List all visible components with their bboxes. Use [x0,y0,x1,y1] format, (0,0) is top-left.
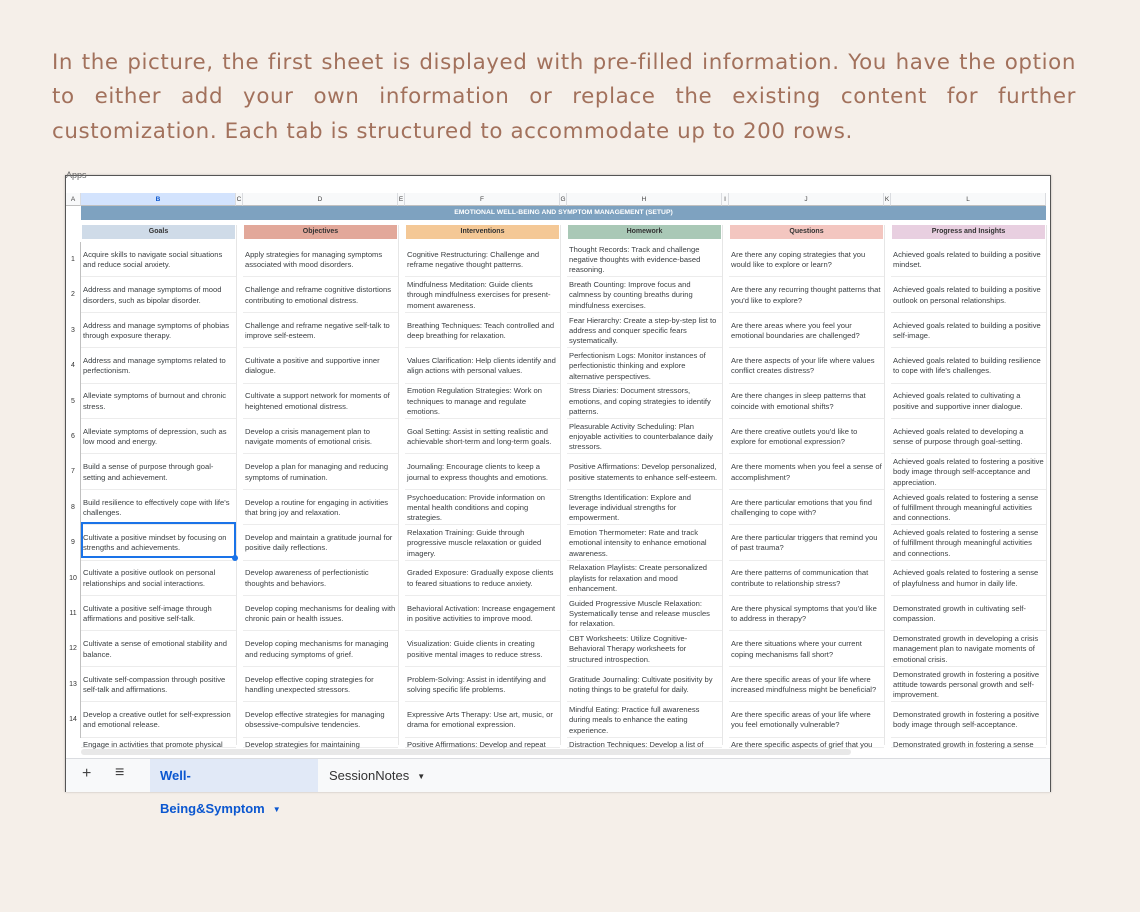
table-cell[interactable]: Are there situations where your current coping mechanisms fall short? [729,631,884,666]
table-cell[interactable]: Cultivate a positive outlook on personal relationships and social interactions. [81,561,236,596]
table-cell[interactable]: Develop a crisis management plan to navigate moments of emotional crisis. [243,419,398,454]
table-cell[interactable]: Cultivate a support network for moments of heightened emotional distress. [243,384,398,419]
table-cell[interactable]: Demonstrated growth in cultivating self-compassion. [891,596,1046,631]
table-cell[interactable]: Emotion Regulation Strategies: Work on techniques to manage and regulate emotions. [405,384,560,419]
table-cell[interactable]: Visualization: Guide clients in creating positive mental images to reduce stress. [405,631,560,666]
row-number[interactable]: 12 [66,631,81,666]
table-cell[interactable]: Develop effective strategies for managing obsessive-compulsive tendencies. [243,702,398,737]
row-number[interactable]: 14 [66,702,81,737]
column-header-k[interactable]: K [884,193,891,206]
table-cell[interactable]: Journaling: Encourage clients to keep a journal to express thoughts and emotions. [405,454,560,489]
table-cell[interactable]: Develop effective coping strategies for handling unexpected stressors. [243,667,398,702]
table-cell[interactable]: Are there aspects of your life where values conflict creates distress? [729,348,884,383]
table-cell[interactable]: Achieved goals related to building a positive self-image. [891,313,1046,348]
grid-line [236,225,237,745]
column-header-f[interactable]: F [405,193,560,206]
table-cell[interactable]: Develop a routine for engaging in activities that bring joy and relaxation. [243,490,398,525]
table-cell[interactable]: Are there patterns of communication that contribute to relationship stress? [729,561,884,596]
table-cell[interactable]: Values Clarification: Help clients identify and align actions with personal values. [405,348,560,383]
table-cell[interactable]: Achieved goals related to fostering a sense of playfulness and humor in daily life. [891,561,1046,596]
table-cell[interactable]: Gratitude Journaling: Cultivate positivity by noting things to be grateful for daily. [567,667,722,702]
table-cell[interactable]: Demonstrated growth in fostering a sense [891,738,1046,748]
table-cell[interactable]: Positive Affirmations: Develop personalized, positive statements to enhance self-esteem. [567,454,722,489]
column-header-l[interactable]: L [891,193,1046,206]
table-cell[interactable]: Are there specific areas of your life where increased mindfulness might be beneficial? [729,667,884,702]
row-number[interactable]: 4 [66,348,81,383]
table-cell[interactable]: Goal Setting: Assist in setting realistic and achievable short-term and long-term goals. [405,419,560,454]
header-questions[interactable]: Questions [730,225,883,239]
table-cell[interactable]: Problem-Solving: Assist in identifying and solving specific life problems. [405,667,560,702]
table-cell[interactable]: Develop coping mechanisms for managing and reducing symptoms of grief. [243,631,398,666]
table-cell[interactable]: Challenge and reframe negative self-talk to improve self-esteem. [243,313,398,348]
table-cell[interactable]: Relaxation Playlists: Create personalized playlists for relaxation and mood enhancement. [567,561,722,596]
table-cell[interactable]: CBT Worksheets: Utilize Cognitive-Behavioral Therapy worksheets for structured introspection. [567,631,722,666]
header-homework[interactable]: Homework [568,225,721,239]
table-cell[interactable]: Guided Progressive Muscle Relaxation: Systematically tense and release muscles for relaxation. [567,596,722,631]
row-number[interactable]: 13 [66,667,81,702]
table-cell[interactable]: Stress Diaries: Document stressors, emotions, and coping strategies to identify patterns. [567,384,722,419]
table-cell[interactable]: Achieved goals related to cultivating a positive and supportive inner dialogue. [891,384,1046,419]
table-cell[interactable]: Are there specific areas of your life where you feel emotionally vulnerable? [729,702,884,737]
table-cell[interactable]: Build resilience to effectively cope with life's challenges. [81,490,236,525]
table-cell[interactable]: Apply strategies for managing symptoms associated with mood disorders. [243,242,398,277]
table-cell[interactable]: Strengths Identification: Explore and leverage individual strengths for empowerment. [567,490,722,525]
tab-label: Well-Being&Symptom [160,768,265,816]
sheet-tab-bar [66,758,1050,816]
table-cell[interactable]: Develop strategies for maintaining [243,738,398,748]
tab-well-being-symptom[interactable] [150,759,318,816]
table-cell[interactable]: Fear Hierarchy: Create a step-by-step list to address and conquer specific fears systematically. [567,313,722,348]
horizontal-scrollbar[interactable] [81,749,851,755]
table-cell[interactable]: Develop and maintain a gratitude journal for positive daily reflections. [243,525,398,560]
chevron-down-icon: ▼ [417,772,426,782]
row-number[interactable]: 9 [66,525,81,560]
column-header-a[interactable]: A [66,193,81,206]
table-cell[interactable]: Thought Records: Track and challenge negative thoughts with evidence-based reasoning. [567,242,722,277]
table-cell[interactable]: Achieved goals related to building a positive outlook on personal relationships. [891,277,1046,312]
table-cell[interactable]: Emotion Thermometer: Rate and track emotional intensity to enhance emotional awareness. [567,525,722,560]
table-cell[interactable]: Alleviate symptoms of depression, such as low mood and energy. [81,419,236,454]
column-header-j[interactable]: J [729,193,884,206]
table-cell[interactable]: Are there particular triggers that remind you of past trauma? [729,525,884,560]
column-header-d[interactable]: D [243,193,398,206]
intro-text: In the picture, the first sheet is displayed with pre-filled information. You have the option to either add your own information or replace the existing content for further customization. Each tab is structured to accommodate up to 200 rows. [52,50,1076,144]
table-cell[interactable]: Breath Counting: Improve focus and calmness by counting breaths during mindfulness exercises. [567,277,722,312]
row-number[interactable]: 8 [66,490,81,525]
header-objectives[interactable]: Objectives [244,225,397,239]
table-cell[interactable]: Are there physical symptoms that you'd like to address in therapy? [729,596,884,631]
all-sheets-icon[interactable]: ≡ [115,764,125,781]
table-cell[interactable]: Develop a creative outlet for self-expression and emotional release. [81,702,236,737]
column-header-b[interactable]: B [81,193,236,206]
table-cell[interactable]: Breathing Techniques: Teach controlled and deep breathing for relaxation. [405,313,560,348]
table-cell[interactable]: Challenge and reframe cognitive distortions contributing to emotional distress. [243,277,398,312]
header-goals[interactable]: Goals [82,225,235,239]
table-cell[interactable]: Achieved goals related to developing a sense of purpose through goal-setting. [891,419,1046,454]
table-cell[interactable]: Address and manage symptoms related to perfectionism. [81,348,236,383]
table-cell[interactable]: Mindfulness Meditation: Guide clients through mindfulness exercises for present-moment awareness. [405,277,560,312]
table-cell[interactable]: Achieved goals related to fostering a sense of fulfillment through meaningful activities and connections. [891,490,1046,525]
row-number[interactable]: 11 [66,596,81,631]
header-progress-and-insights[interactable]: Progress and Insights [892,225,1045,239]
table-cell[interactable]: Develop awareness of perfectionistic thoughts and behaviors. [243,561,398,596]
table-cell[interactable]: Build a sense of purpose through goal-setting and achievement. [81,454,236,489]
grid-line [722,225,723,745]
table-cell[interactable]: Are there areas where you feel your emotional boundaries are challenged? [729,313,884,348]
table-cell[interactable]: Achieved goals related to building a positive mindset. [891,242,1046,277]
row-number[interactable]: 10 [66,561,81,596]
tab-label: SessionNotes [329,768,410,783]
table-cell[interactable]: Demonstrated growth in developing a crisis management plan to navigate moments of emotional crisis. [891,631,1046,666]
table-cell[interactable]: Cultivate a sense of emotional stability and balance. [81,631,236,666]
table-cell[interactable]: Pleasurable Activity Scheduling: Plan enjoyable activities to counterbalance daily stressors. [567,419,722,454]
table-cell[interactable]: Address and manage symptoms of phobias through exposure therapy. [81,313,236,348]
row-number[interactable]: 6 [66,419,81,454]
add-sheet-icon[interactable]: + [82,765,92,782]
table-cell[interactable]: Achieved goals related to fostering a sense of fulfillment through meaningful activities and connections. [891,525,1046,560]
table-cell[interactable]: Are there any recurring thought patterns that you'd like to explore? [729,277,884,312]
selected-cell-outline [81,522,236,558]
table-cell[interactable]: Engage in activities that promote physical [81,738,236,748]
grid-line [560,225,561,745]
sheet-banner-title[interactable]: EMOTIONAL WELL-BEING AND SYMPTOM MANAGEMENT (SETUP) [81,206,1046,220]
table-cell[interactable]: Address and manage symptoms of mood disorders, such as bipolar disorder. [81,277,236,312]
table-cell[interactable]: Graded Exposure: Gradually expose clients to feared situations to reduce anxiety. [405,561,560,596]
table-cell[interactable]: Positive Affirmations: Develop and repeat [405,738,560,748]
table-cell[interactable]: Mindful Eating: Practice full awareness during meals to enhance the eating experience. [567,702,722,737]
fill-handle[interactable] [232,555,238,561]
table-cell[interactable]: Cultivate a positive mindset by focusing on strengths and achievements. [81,525,236,560]
table-cell[interactable]: Achieved goals related to building resilience to cope with life's challenges. [891,348,1046,383]
row-number[interactable]: 3 [66,313,81,348]
spreadsheet-window [65,170,1051,816]
tab-session-notes[interactable] [319,759,439,792]
table-cell[interactable]: Cognitive Restructuring: Challenge and reframe negative thought patterns. [405,242,560,277]
column-header-h[interactable]: H [567,193,722,206]
column-header-c[interactable]: C [236,193,243,206]
table-cell[interactable]: Perfectionism Logs: Monitor instances of perfectionistic thinking and explore alternative perspectives. [567,348,722,383]
table-cell[interactable]: Distraction Techniques: Develop a list of [567,738,722,748]
table-cell[interactable]: Cultivate a positive and supportive inner dialogue. [243,348,398,383]
table-cell[interactable]: Psychoeducation: Provide information on mental health conditions and coping strategies. [405,490,560,525]
apps-label: Apps [66,170,87,180]
table-cell[interactable]: Relaxation Training: Guide through progressive muscle relaxation or guided imagery. [405,525,560,560]
table-cell[interactable]: Achieved goals related to fostering a positive body image through self-acceptance and appreciation. [891,454,1046,489]
table-cell[interactable]: Are there moments when you feel a sense of accomplishment? [729,454,884,489]
table-cell[interactable]: Are there particular emotions that you find challenging to cope with? [729,490,884,525]
table-cell[interactable]: Are there changes in sleep patterns that coincide with emotional shifts? [729,384,884,419]
column-header-e[interactable]: E [398,193,405,206]
table-cell[interactable]: Expressive Arts Therapy: Use art, music, or drama for emotional expression. [405,702,560,737]
table-cell[interactable]: Alleviate symptoms of burnout and chronic stress. [81,384,236,419]
grid-line [398,225,399,745]
table-cell[interactable]: Behavioral Activation: Increase engagement in positive activities to improve mood. [405,596,560,631]
table-cell[interactable]: Acquire skills to navigate social situations and reduce social anxiety. [81,242,236,277]
column-header-g[interactable]: G [560,193,567,206]
table-cell[interactable]: Demonstrated growth in fostering a positive attitude towards personal growth and self-improvement. [891,667,1046,702]
row-number[interactable]: 2 [66,277,81,312]
table-cell[interactable]: Are there specific aspects of grief that you [729,738,884,748]
row-number[interactable]: 1 [66,242,81,277]
table-cell[interactable]: Demonstrated growth in fostering a positive body image through self-acceptance. [891,702,1046,737]
table-cell[interactable]: Develop coping mechanisms for dealing with chronic pain or health issues. [243,596,398,631]
table-cell[interactable]: Cultivate a positive self-image through affirmations and positive self-talk. [81,596,236,631]
table-cell[interactable]: Are there any coping strategies that you would like to explore or learn? [729,242,884,277]
row-number[interactable]: 7 [66,454,81,489]
chevron-down-icon: ▼ [272,805,281,815]
table-cell[interactable]: Develop a plan for managing and reducing symptoms of rumination. [243,454,398,489]
row-number[interactable]: 5 [66,384,81,419]
table-cell[interactable]: Cultivate self-compassion through positive self-talk and affirmations. [81,667,236,702]
grid-line [1046,225,1047,745]
column-header-i[interactable]: I [722,193,729,206]
header-interventions[interactable]: Interventions [406,225,559,239]
table-cell[interactable]: Are there creative outlets you'd like to explore for emotional expression? [729,419,884,454]
grid-line [884,225,885,745]
